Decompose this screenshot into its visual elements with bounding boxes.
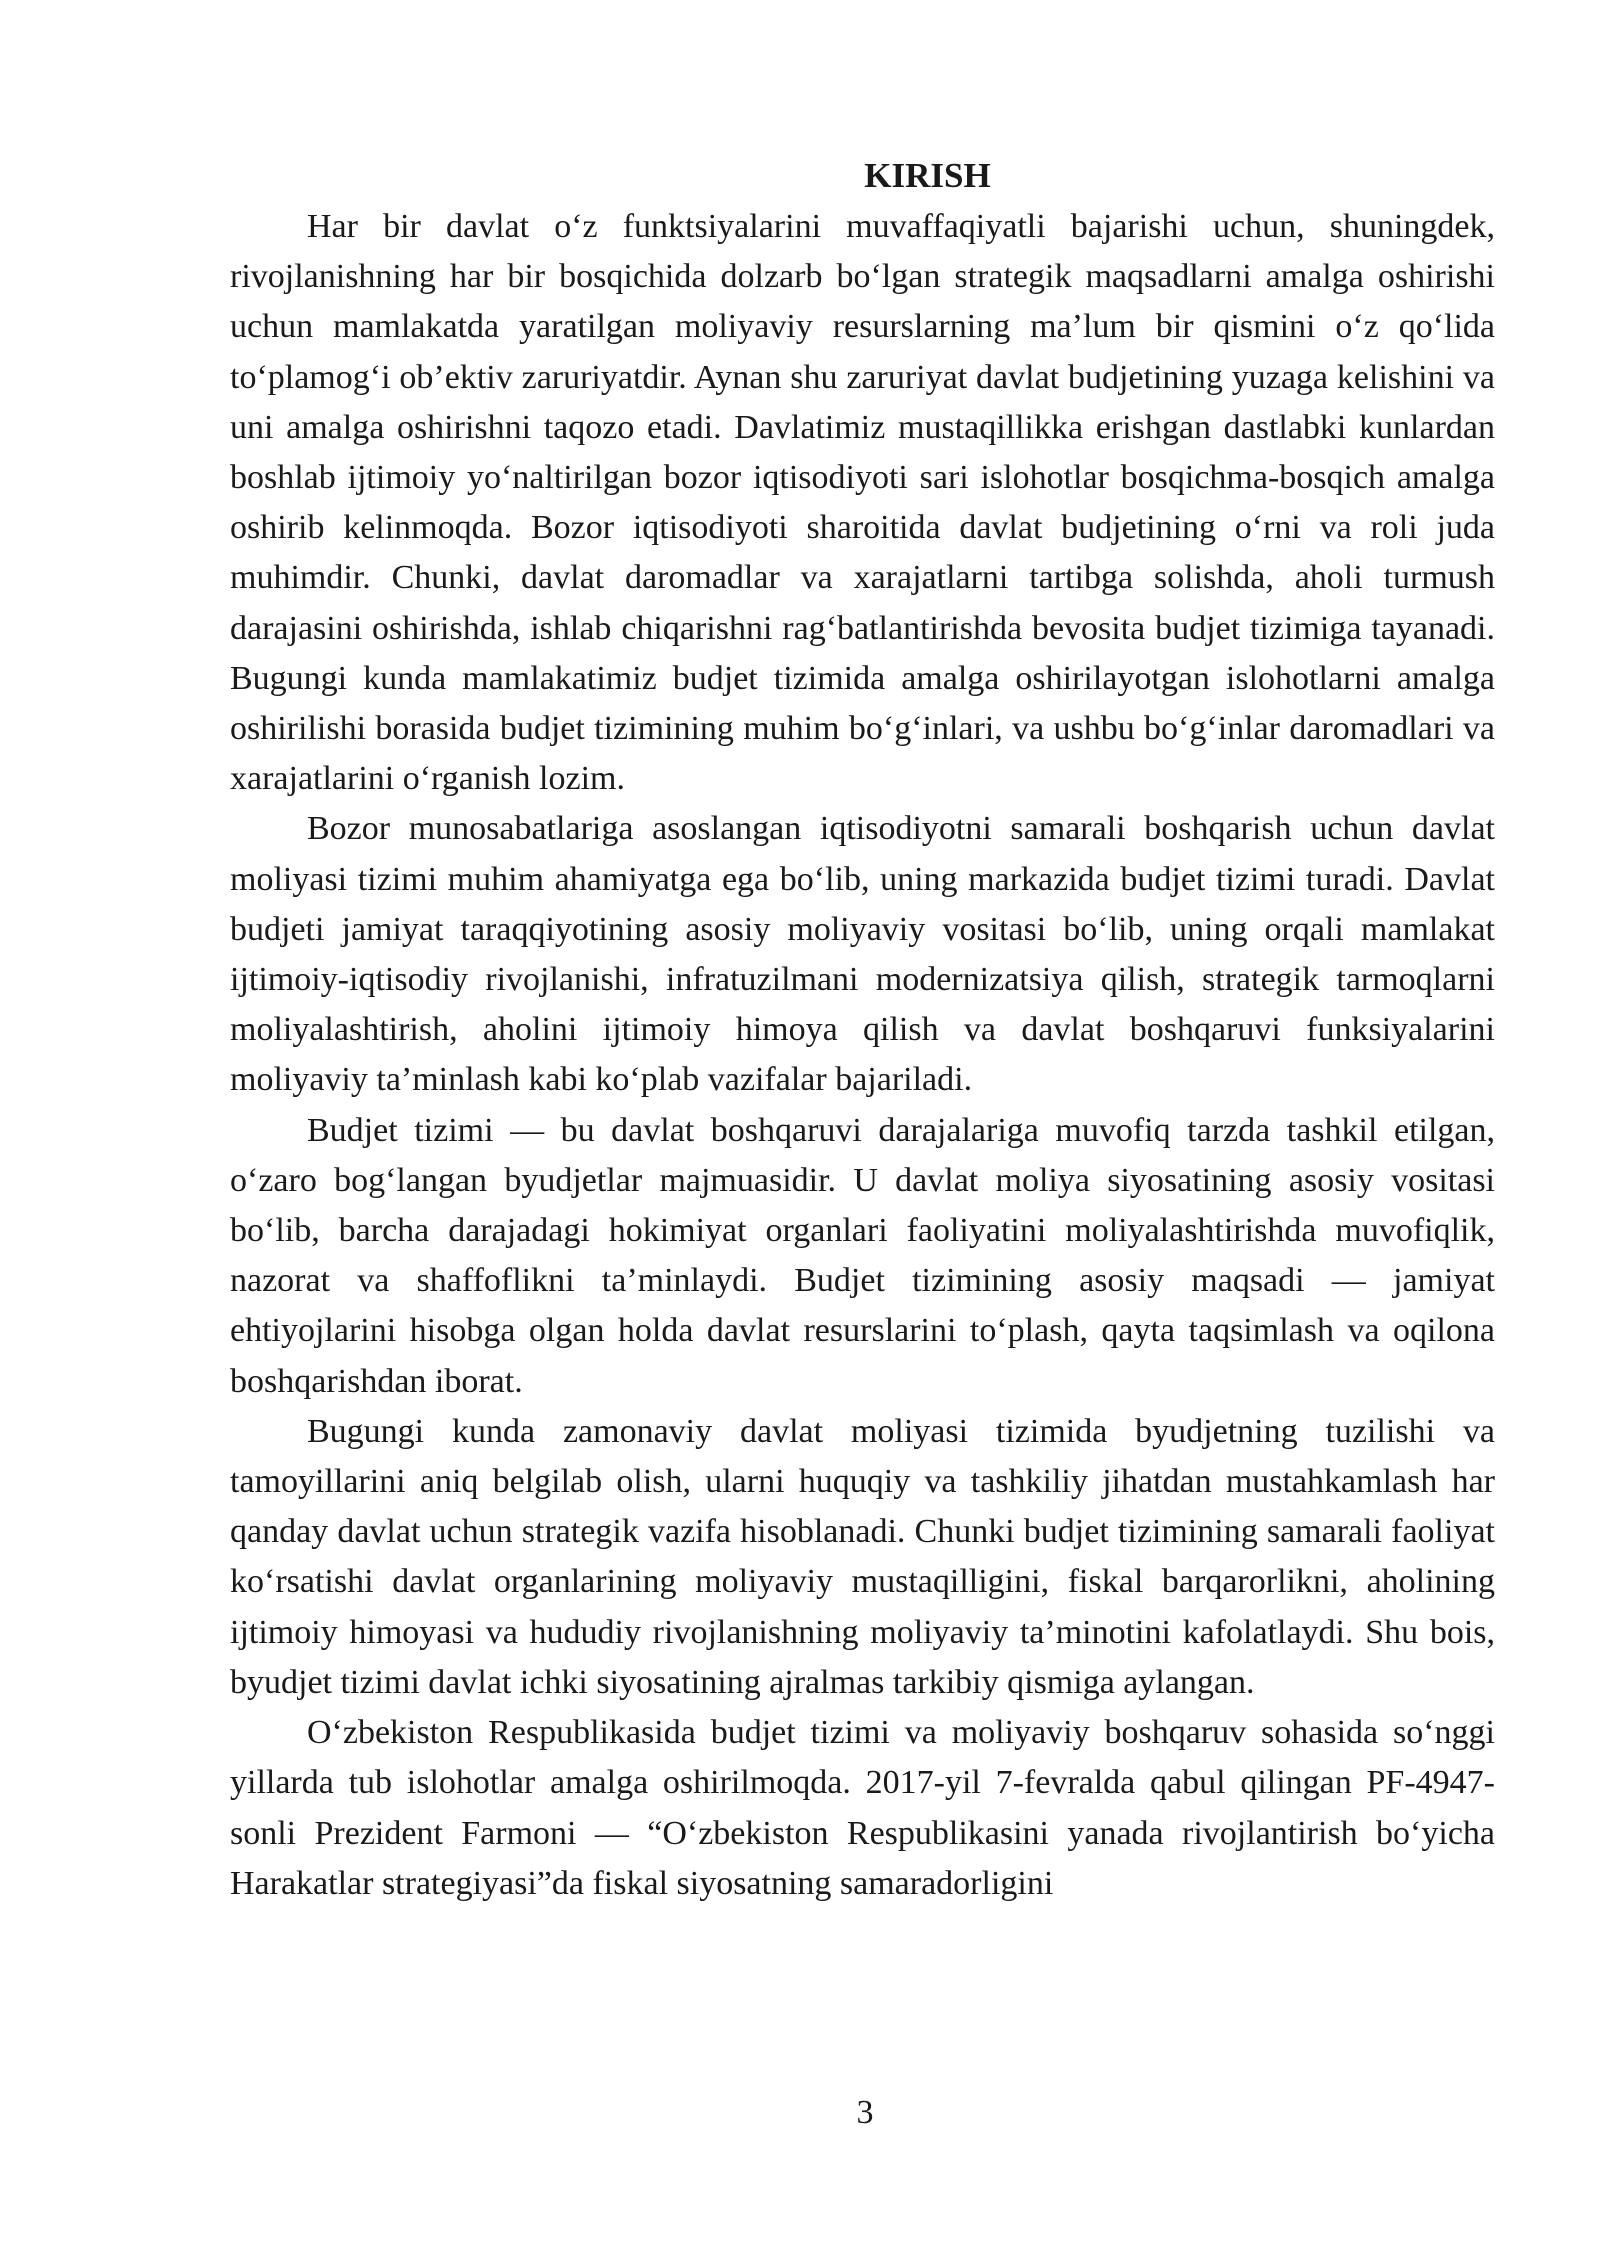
paragraph-5: O‘zbekiston Respublikasida budjet tizimi va moliyaviy boshqaruv sohasida so‘nggi yillarda tub islohotlar amalga oshirilmoqda. 2017-yil 7-fevralda qabul qilingan PF-4947-sonli Prezident Farmoni — “O‘zbekiston Respublikasini yanada rivojlantirish bo‘yicha Harakatlar strategiyasi”da fiskal siyosatning samaradorligini bbox=[230, 1714, 1495, 1902]
paragraph-2: Bozor munosabatlariga asoslangan iqtisodiyotni samarali boshqarish uchun davlat moliyasi tizimi muhim ahamiyatga ega bo‘lib, uning markazida budjet tizimi turadi. Davlat budjeti jamiyat taraqqiyotining asosiy moliyaviy vositasi bo‘lib, uning orqali mamlakat ijtimoiy-iqtisodiy rivojlanishi, infratuzilmani modernizatsiya qilish, strategik tarmoqlarni moliyalashtirish, aholini ijtimoiy himoya qilish va davlat boshqaruvi funksiyalarini moliyaviy ta’minlash kabi ko‘plab vazifalar bajariladi. bbox=[230, 810, 1495, 1099]
paragraph-4: Bugungi kunda zamonaviy davlat moliyasi tizimida byudjetning tuzilishi va tamoyillarini aniq belgilab olish, ularni huquqiy va tashkiliy jihatdan mustahkamlash har qanday davlat uchun strategik vazifa hisoblanadi. Chunki budjet tizimining samarali faoliyat ko‘rsatishi davlat organlarining moliyaviy mustaqilligini, fiskal barqarorlikni, aholining ijtimoiy himoyasi va hududiy rivojlanishning moliyaviy ta’minotini kafolatlaydi. Shu bois, byudjet tizimi davlat ichki siyosatining ajralmas tarkibiy qismiga aylangan. bbox=[230, 1412, 1495, 1701]
paragraph-3: Budjet tizimi — bu davlat boshqaruvi darajalariga muvofiq tarzda tashkil etilgan, o‘zaro bog‘langan byudjetlar majmuasidir. U davlat moliya siyosatining asosiy vositasi bo‘lib, barcha darajadagi hokimiyat organlari faoliyatini moliyalashtirishda muvofiqlik, nazorat va shaffoflikni ta’minlaydi. Budjet tizimining asosiy maqsadi — jamiyat ehtiyojlarini hisobga olgan holda davlat resurslarini to‘plash, qayta taqsimlash va oqilona boshqarishdan iborat. bbox=[230, 1111, 1495, 1400]
page-number: 3 bbox=[856, 2094, 874, 2131]
paragraph-1: Har bir davlat o‘z funktsiyalarini muvaffaqiyatli bajarishi uchun, shuningdek, rivojlanishning har bir bosqichida dolzarb bo‘lgan strategik maqsadlarni amalga oshirishi uchun mamlakatda yaratilgan moliyaviy resurslarning ma’lum bir qismini o‘z qo‘lida to‘plamog‘i ob’ektiv zaruriyatdir. Aynan shu zaruriyat davlat budjetining yuzaga kelishini va uni amalga oshirishni taqozo etadi. Davlatimiz mustaqillikka erishgan dastlabki kunlardan boshlab ijtimoiy yo‘naltirilgan bozor iqtisodiyoti sari islohotlar bosqichma-bosqich amalga oshirib kelinmoqda. Bozor iqtisodiyoti sharoitida davlat budjetining o‘rni va roli juda muhimdir. Chunki, davlat daromadlar va xarajatlarni tartibga solishda, aholi turmush darajasini oshirishda, ishlab chiqarishni rag‘batlantirishda bevosita budjet tizimiga tayanadi. Bugungi kunda mamlakatimiz budjet tizimida amalga oshirilayotgan islohotlarni amalga oshirilishi borasida budjet tizimining muhim bo‘g‘inlari, va ushbu bo‘g‘inlar daromadlari va xarajatlarini o‘rganish lozim. bbox=[230, 208, 1495, 798]
document-page bbox=[230, 150, 1495, 1909]
section-title: KIRISH bbox=[864, 156, 991, 195]
